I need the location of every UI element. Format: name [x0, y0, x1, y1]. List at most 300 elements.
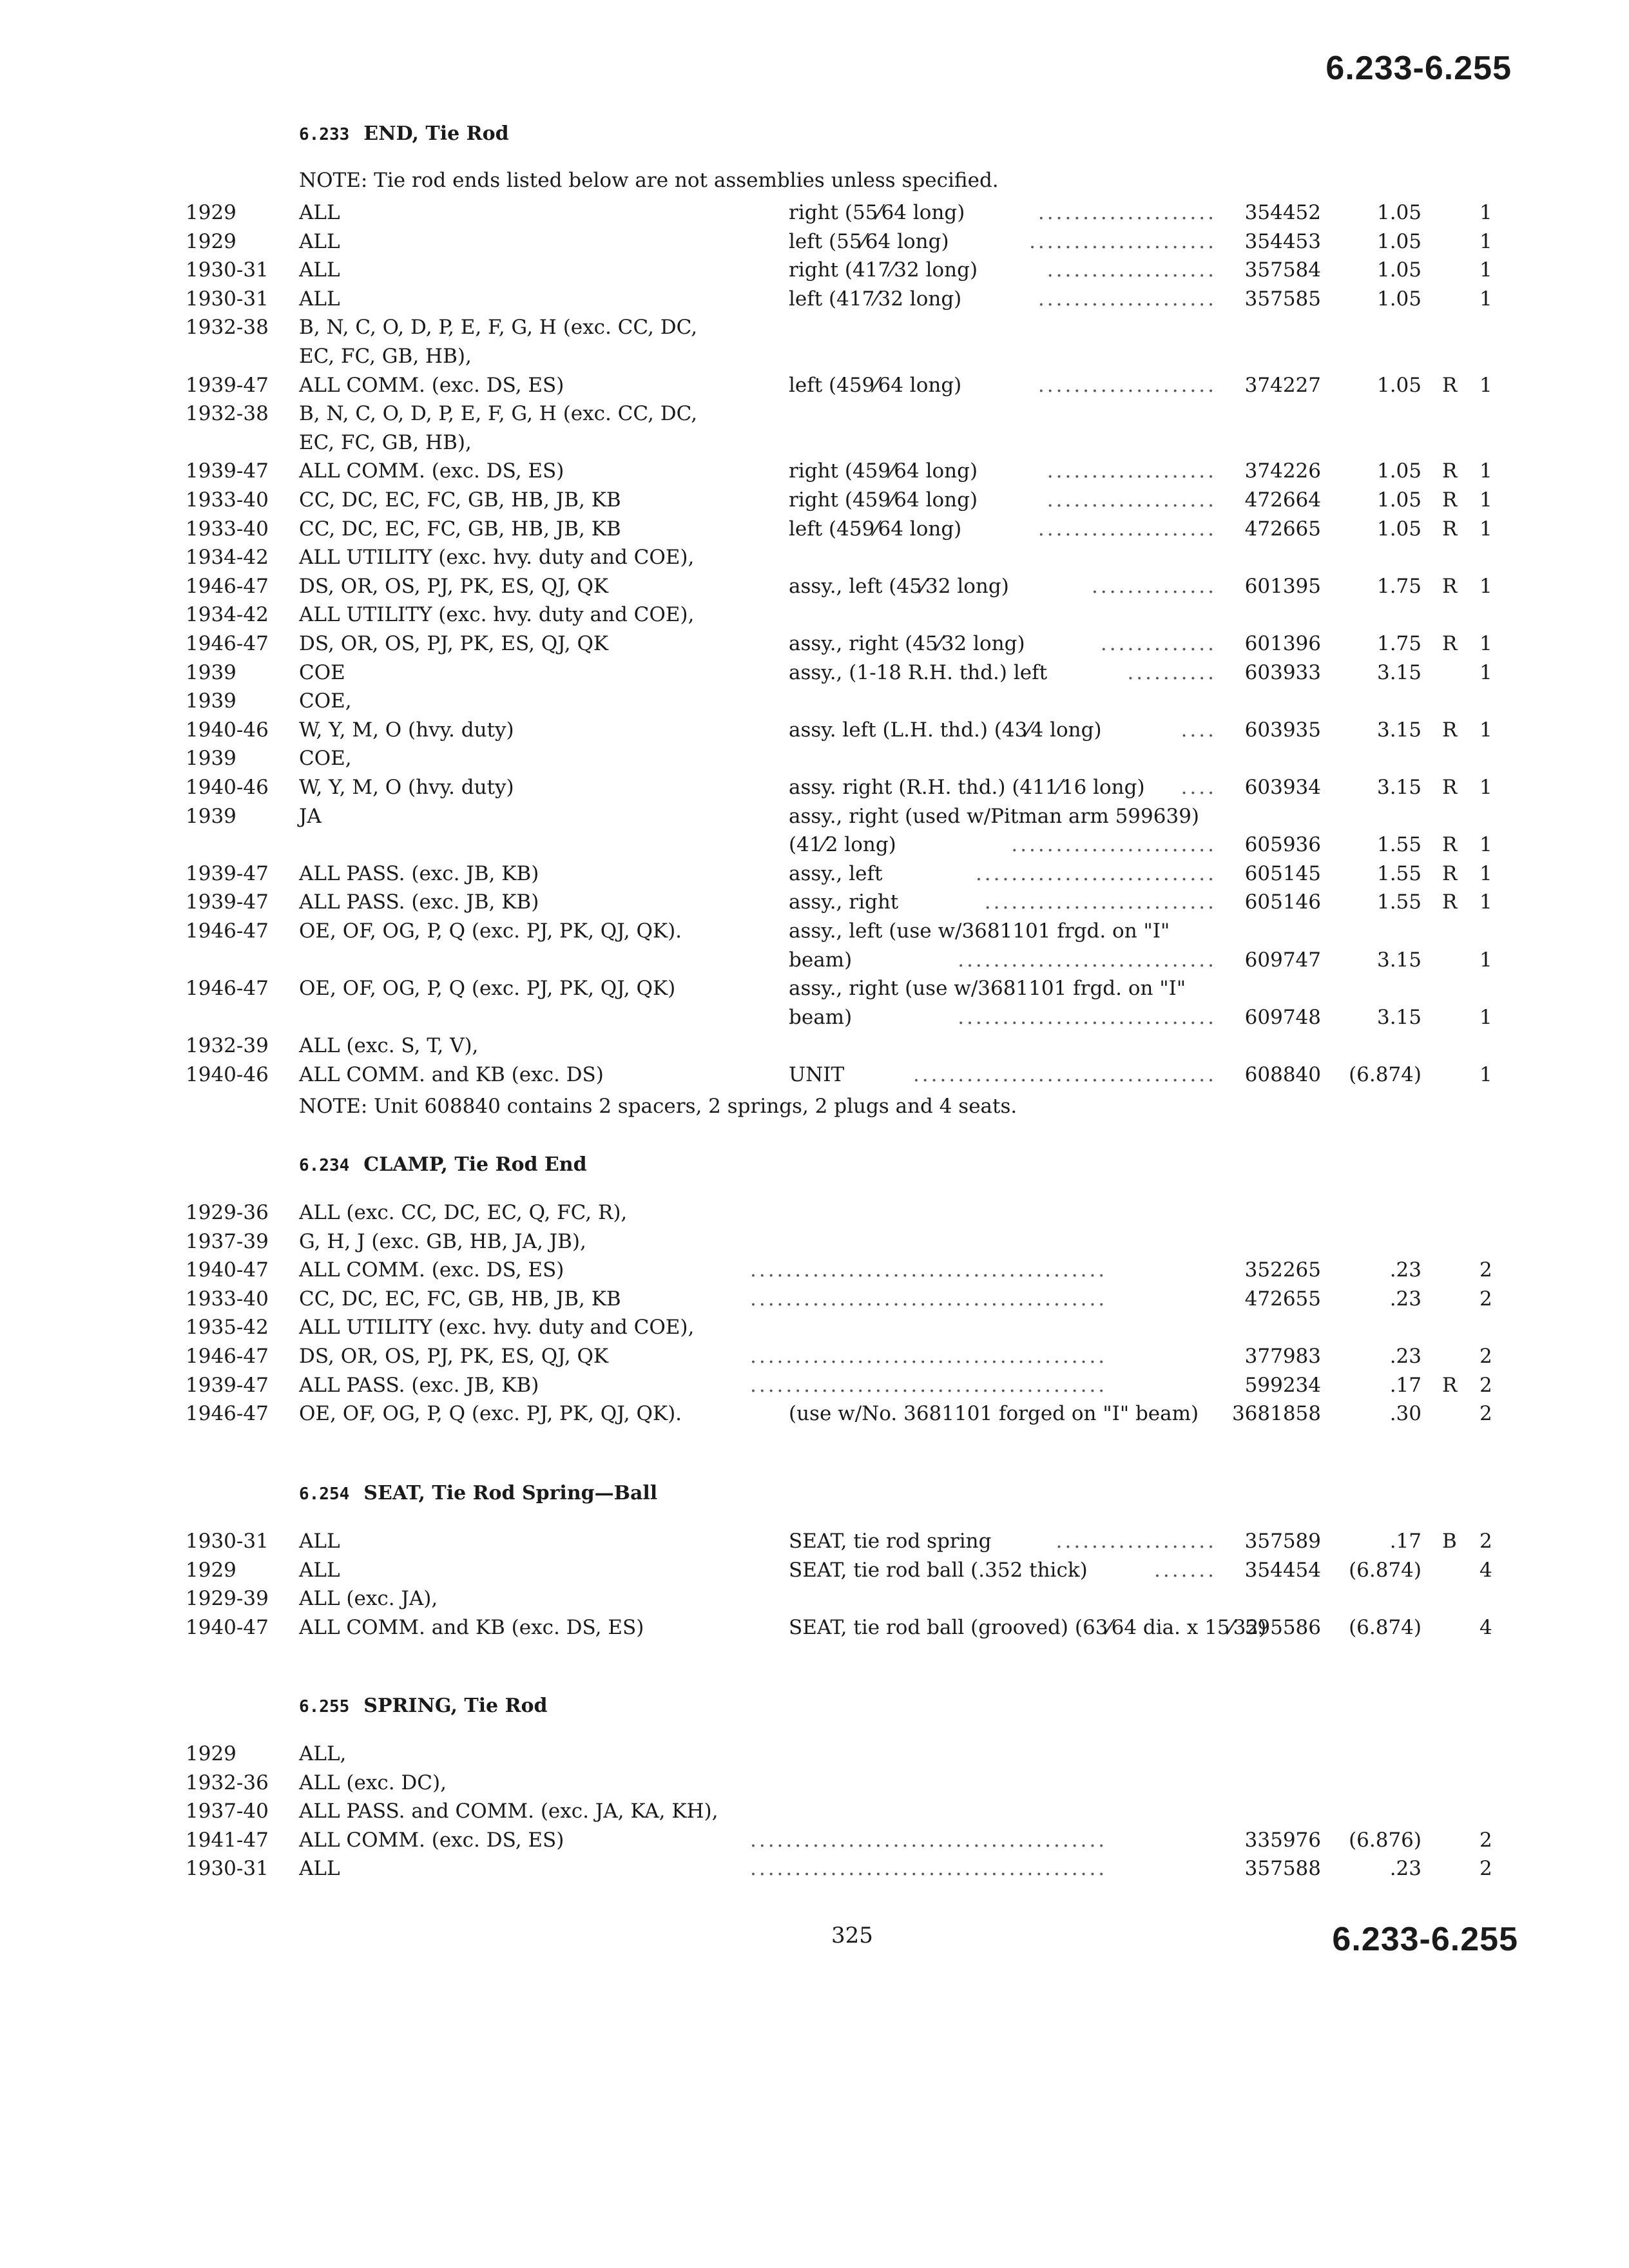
quantity-cell: 1	[1480, 1063, 1492, 1086]
part-number-cell: 472655	[1244, 1287, 1321, 1311]
section-title-text: END, Tie Rod	[363, 122, 509, 145]
model-cell: ALL COMM. (exc. DS, ES)	[299, 1258, 564, 1282]
year-cell: 1940-47	[186, 1258, 269, 1282]
year-cell: 1930-31	[186, 258, 269, 282]
leader-dots: ....................	[1037, 517, 1217, 541]
table-row	[0, 428, 1629, 457]
model-cell: OE, OF, OG, P, Q (exc. PJ, PK, QJ, QK).	[299, 919, 682, 943]
model-cell: ALL	[299, 258, 340, 282]
description-cell: left (459⁄64 long)	[789, 373, 962, 397]
section-title	[299, 122, 509, 145]
model-cell: W, Y, M, O (hvy. duty)	[299, 718, 514, 742]
leader-dots: .............................	[958, 948, 1217, 972]
model-cell: EC, FC, GB, HB),	[299, 430, 472, 454]
quantity-cell: 4	[1480, 1558, 1492, 1582]
table-row	[0, 227, 1629, 256]
price-cell: 1.55	[1376, 833, 1422, 857]
description-cell: assy., right	[789, 890, 899, 914]
description-cell: SEAT, tie rod ball (.352 thick)	[789, 1558, 1088, 1582]
year-cell: 1930-31	[186, 1530, 269, 1553]
part-number-cell: 472665	[1244, 517, 1321, 541]
description-cell: (41⁄2 long)	[789, 833, 896, 857]
quantity-cell: 1	[1480, 833, 1492, 857]
quantity-cell: 2	[1480, 1402, 1492, 1426]
model-cell: ALL UTILITY (exc. hvy. duty and COE),	[299, 1316, 695, 1340]
leader-dots: ........................................	[750, 1345, 1108, 1368]
quantity-cell: 1	[1480, 574, 1492, 598]
part-number-cell: 605936	[1244, 833, 1321, 857]
leader-dots: ........................................	[750, 1258, 1108, 1282]
price-cell: .23	[1389, 1287, 1422, 1311]
table-row	[0, 543, 1629, 572]
leader-dots: .............	[1100, 632, 1217, 655]
model-cell: OE, OF, OG, P, Q (exc. PJ, PK, QJ, QK)	[299, 977, 676, 1001]
part-number-cell: 3681858	[1231, 1402, 1321, 1426]
model-cell: DS, OR, OS, PJ, PK, ES, QJ, QK	[299, 1345, 609, 1368]
model-cell: ALL	[299, 229, 340, 253]
year-cell: 1946-47	[186, 632, 269, 655]
table-row	[0, 831, 1629, 859]
model-cell: ALL UTILITY (exc. hvy. duty and COE),	[299, 546, 695, 570]
table-row	[0, 888, 1629, 916]
table-row	[0, 1527, 1629, 1555]
year-cell: 1934-42	[186, 603, 269, 627]
leader-dots: ........................................	[750, 1287, 1108, 1311]
part-number-cell: 354453	[1244, 229, 1321, 253]
table-row	[0, 802, 1629, 831]
quantity-cell: 1	[1480, 660, 1492, 684]
description-cell: assy., left (45⁄32 long)	[789, 574, 1009, 598]
price-cell: 1.55	[1376, 861, 1422, 885]
description-cell: left (459⁄64 long)	[789, 517, 962, 541]
table-row	[0, 1256, 1629, 1284]
model-cell: ALL	[299, 1857, 340, 1881]
table-row	[0, 744, 1629, 773]
model-cell: ALL	[299, 201, 340, 224]
table-row	[0, 285, 1629, 313]
description-cell: assy., (1-18 R.H. thd.) left	[789, 660, 1048, 684]
code-cell: R	[1442, 459, 1458, 483]
model-cell: ALL UTILITY (exc. hvy. duty and COE),	[299, 603, 695, 627]
table-row	[0, 1198, 1629, 1227]
code-cell: R	[1442, 632, 1458, 655]
description-cell: left (417⁄32 long)	[789, 287, 962, 311]
section-title-text: CLAMP, Tie Rod End	[363, 1153, 587, 1176]
table-row	[0, 917, 1629, 945]
description-cell: assy. left (L.H. thd.) (43⁄4 long)	[789, 718, 1102, 742]
leader-dots: ..................................	[912, 1063, 1217, 1086]
leader-dots: ..........	[1127, 660, 1217, 684]
model-cell: DS, OR, OS, PJ, PK, ES, QJ, QK	[299, 574, 609, 598]
year-cell: 1939	[186, 747, 236, 771]
code-cell: R	[1442, 1373, 1458, 1397]
leader-dots: ..................	[1055, 1530, 1217, 1553]
table-row	[0, 1556, 1629, 1584]
price-cell: 1.05	[1376, 488, 1422, 512]
code-cell: R	[1442, 776, 1458, 799]
section-title	[299, 1695, 548, 1717]
model-cell: ALL COMM. and KB (exc. DS, ES)	[299, 1615, 644, 1639]
year-cell: 1929	[186, 229, 236, 253]
code-cell: R	[1442, 517, 1458, 541]
model-cell: OE, OF, OG, P, Q (exc. PJ, PK, QJ, QK).	[299, 1402, 682, 1426]
table-row	[0, 1797, 1629, 1825]
code-cell: R	[1442, 574, 1458, 598]
leader-dots: ....................	[1037, 287, 1217, 311]
table-row	[0, 1285, 1629, 1313]
section-number: 6.255	[299, 1697, 350, 1716]
year-cell: 1940-47	[186, 1615, 269, 1639]
model-cell: ALL (exc. CC, DC, EC, Q, FC, R),	[299, 1201, 628, 1224]
description-cell: (use w/No. 3681101 forged on "I" beam)	[789, 1402, 1199, 1426]
price-cell: 1.55	[1376, 890, 1422, 914]
quantity-cell: 1	[1480, 258, 1492, 282]
model-cell: B, N, C, O, D, P, E, F, G, H (exc. CC, DC,	[299, 402, 698, 426]
quantity-cell: 4	[1480, 1615, 1492, 1639]
part-number-cell: 595586	[1244, 1615, 1321, 1639]
year-cell: 1939-47	[186, 861, 269, 885]
year-cell: 1939-47	[186, 1373, 269, 1397]
leader-dots: ....................	[1037, 373, 1217, 397]
quantity-cell: 1	[1480, 287, 1492, 311]
section-note-bottom: NOTE: Unit 608840 contains 2 spacers, 2 springs, 2 plugs and 4 seats.	[299, 1094, 1017, 1118]
price-cell: 1.05	[1376, 258, 1422, 282]
quantity-cell: 1	[1480, 776, 1492, 799]
year-cell: 1933-40	[186, 488, 269, 512]
year-cell: 1932-38	[186, 402, 269, 426]
quantity-cell: 1	[1480, 718, 1492, 742]
quantity-cell: 1	[1480, 229, 1492, 253]
description-cell: SEAT, tie rod spring	[789, 1530, 992, 1553]
price-cell: (6.876)	[1349, 1828, 1422, 1852]
quantity-cell: 1	[1480, 517, 1492, 541]
part-number-cell: 605145	[1244, 861, 1321, 885]
table-row	[0, 974, 1629, 1003]
part-number-cell: 603935	[1244, 718, 1321, 742]
part-number-cell: 357588	[1244, 1857, 1321, 1881]
section-title-text: SPRING, Tie Rod	[363, 1695, 548, 1717]
table-row	[0, 457, 1629, 485]
leader-dots: ........................................	[750, 1828, 1108, 1852]
year-cell: 1939-47	[186, 373, 269, 397]
part-number-cell: 352265	[1244, 1258, 1321, 1282]
page-footer-range: 6.233-6.255	[1332, 1921, 1518, 1958]
table-row	[0, 1342, 1629, 1370]
model-cell: ALL PASS. and COMM. (exc. JA, KA, KH),	[299, 1800, 718, 1823]
table-row	[0, 716, 1629, 744]
quantity-cell: 1	[1480, 1005, 1492, 1029]
year-cell: 1930-31	[186, 287, 269, 311]
price-cell: 1.05	[1376, 517, 1422, 541]
section-title-text: SEAT, Tie Rod Spring—Ball	[363, 1482, 658, 1504]
description-cell: left (55⁄64 long)	[789, 229, 949, 253]
table-row	[0, 687, 1629, 715]
table-row	[0, 313, 1629, 341]
year-cell: 1939-47	[186, 459, 269, 483]
table-row	[0, 1584, 1629, 1613]
code-cell: R	[1442, 890, 1458, 914]
description-cell: SEAT, tie rod ball (grooved) (63⁄64 dia. x 15⁄32)	[789, 1615, 1267, 1639]
model-cell: DS, OR, OS, PJ, PK, ES, QJ, QK	[299, 632, 609, 655]
code-cell: B	[1442, 1530, 1457, 1553]
model-cell: ALL COMM. (exc. DS, ES)	[299, 459, 564, 483]
model-cell: ALL	[299, 1558, 340, 1582]
quantity-cell: 1	[1480, 861, 1492, 885]
part-number-cell: 357584	[1244, 258, 1321, 282]
price-cell: 1.05	[1376, 229, 1422, 253]
year-cell: 1941-47	[186, 1828, 269, 1852]
page-number: 325	[831, 1923, 873, 1948]
model-cell: W, Y, M, O (hvy. duty)	[299, 776, 514, 799]
year-cell: 1937-39	[186, 1229, 269, 1253]
quantity-cell: 1	[1480, 459, 1492, 483]
year-cell: 1929	[186, 1558, 236, 1582]
year-cell: 1939	[186, 689, 236, 713]
code-cell: R	[1442, 833, 1458, 857]
part-number-cell: 608840	[1244, 1063, 1321, 1086]
year-cell: 1937-40	[186, 1800, 269, 1823]
year-cell: 1946-47	[186, 574, 269, 598]
quantity-cell: 2	[1480, 1345, 1492, 1368]
year-cell: 1946-47	[186, 1402, 269, 1426]
quantity-cell: 1	[1480, 890, 1492, 914]
quantity-cell: 2	[1480, 1373, 1492, 1397]
table-row	[0, 486, 1629, 514]
model-cell: ALL	[299, 287, 340, 311]
price-cell: .23	[1389, 1345, 1422, 1368]
section-number: 6.234	[299, 1156, 350, 1175]
table-row	[0, 629, 1629, 658]
model-cell: EC, FC, GB, HB),	[299, 345, 472, 368]
year-cell: 1946-47	[186, 977, 269, 1001]
quantity-cell: 1	[1480, 201, 1492, 224]
table-row	[0, 1399, 1629, 1428]
table-row	[0, 572, 1629, 601]
part-number-cell: 335976	[1244, 1828, 1321, 1852]
table-row	[0, 1061, 1629, 1089]
price-cell: 3.15	[1376, 718, 1422, 742]
model-cell: CC, DC, EC, FC, GB, HB, JB, KB	[299, 488, 621, 512]
part-number-cell: 601396	[1244, 632, 1321, 655]
table-row	[0, 371, 1629, 399]
year-cell: 1929	[186, 1742, 236, 1765]
quantity-cell: 1	[1480, 948, 1492, 972]
price-cell: 1.05	[1376, 459, 1422, 483]
description-cell: beam)	[789, 948, 853, 972]
description-cell: assy., left (use w/3681101 frgd. on "I"	[789, 919, 1170, 943]
leader-dots: ...................	[1046, 459, 1217, 483]
part-number-cell: 357585	[1244, 287, 1321, 311]
table-row	[0, 1003, 1629, 1032]
table-row	[0, 1313, 1629, 1341]
description-cell: assy. right (R.H. thd.) (411⁄16 long)	[789, 776, 1145, 799]
table-row	[0, 1613, 1629, 1642]
price-cell: (6.874)	[1349, 1558, 1422, 1582]
leader-dots: .......	[1154, 1558, 1217, 1582]
description-cell: right (55⁄64 long)	[789, 201, 965, 224]
section-note: NOTE: Tie rod ends listed below are not assemblies unless specified.	[299, 169, 999, 192]
part-number-cell: 603934	[1244, 776, 1321, 799]
price-cell: .17	[1389, 1530, 1422, 1553]
part-number-cell: 609748	[1244, 1005, 1321, 1029]
year-cell: 1940-46	[186, 718, 269, 742]
leader-dots: .......................	[1011, 833, 1217, 857]
part-number-cell: 609747	[1244, 948, 1321, 972]
quantity-cell: 2	[1480, 1857, 1492, 1881]
price-cell: (6.874)	[1349, 1615, 1422, 1639]
model-cell: ALL (exc. JA),	[299, 1587, 438, 1611]
year-cell: 1929	[186, 201, 236, 224]
price-cell: .30	[1389, 1402, 1422, 1426]
part-number-cell: 357589	[1244, 1530, 1321, 1553]
description-cell: assy., right (45⁄32 long)	[789, 632, 1025, 655]
price-cell: 1.05	[1376, 373, 1422, 397]
price-cell: 1.75	[1376, 632, 1422, 655]
model-cell: JA	[299, 804, 322, 828]
table-row	[0, 1769, 1629, 1797]
leader-dots: ....	[1181, 718, 1217, 742]
price-cell: 3.15	[1376, 776, 1422, 799]
model-cell: ALL,	[299, 1742, 347, 1765]
table-row	[0, 658, 1629, 687]
table-row	[0, 342, 1629, 370]
model-cell: ALL COMM. and KB (exc. DS)	[299, 1063, 604, 1086]
table-row	[0, 1854, 1629, 1883]
code-cell: R	[1442, 488, 1458, 512]
code-cell: R	[1442, 718, 1458, 742]
model-cell: ALL PASS. (exc. JB, KB)	[299, 1373, 539, 1397]
part-number-cell: 472664	[1244, 488, 1321, 512]
part-number-cell: 377983	[1244, 1345, 1321, 1368]
code-cell: R	[1442, 861, 1458, 885]
model-cell: ALL PASS. (exc. JB, KB)	[299, 861, 539, 885]
year-cell: 1930-31	[186, 1857, 269, 1881]
part-number-cell: 601395	[1244, 574, 1321, 598]
year-cell: 1932-39	[186, 1034, 269, 1058]
price-cell: 1.75	[1376, 574, 1422, 598]
model-cell: COE,	[299, 689, 352, 713]
section-title	[299, 1153, 587, 1176]
leader-dots: ..........................	[984, 890, 1217, 914]
section-title	[299, 1482, 657, 1504]
year-cell: 1946-47	[186, 1345, 269, 1368]
price-cell: 3.15	[1376, 660, 1422, 684]
leader-dots: ...........................	[975, 861, 1217, 885]
model-cell: B, N, C, O, D, P, E, F, G, H (exc. CC, DC,	[299, 316, 698, 340]
year-cell: 1939-47	[186, 890, 269, 914]
model-cell: ALL	[299, 1530, 340, 1553]
price-cell: 1.05	[1376, 201, 1422, 224]
section-number: 6.233	[299, 125, 350, 144]
part-number-cell: 605146	[1244, 890, 1321, 914]
part-number-cell: 374226	[1244, 459, 1321, 483]
table-row	[0, 515, 1629, 543]
year-cell: 1946-47	[186, 919, 269, 943]
leader-dots: ........................................	[750, 1373, 1108, 1397]
model-cell: ALL COMM. (exc. DS, ES)	[299, 1828, 564, 1852]
table-row	[0, 1227, 1629, 1256]
description-cell: assy., right (used w/Pitman arm 599639)	[789, 804, 1200, 828]
part-number-cell: 599234	[1244, 1373, 1321, 1397]
year-cell: 1939	[186, 804, 236, 828]
table-row	[0, 256, 1629, 284]
page-header-range: 6.233-6.255	[1325, 50, 1512, 87]
quantity-cell: 2	[1480, 1828, 1492, 1852]
price-cell: 3.15	[1376, 948, 1422, 972]
model-cell: ALL COMM. (exc. DS, ES)	[299, 373, 564, 397]
price-cell: .17	[1389, 1373, 1422, 1397]
table-row	[0, 1740, 1629, 1768]
code-cell: R	[1442, 373, 1458, 397]
description-cell: right (459⁄64 long)	[789, 488, 978, 512]
price-cell: 3.15	[1376, 1005, 1422, 1029]
year-cell: 1929-36	[186, 1201, 269, 1224]
quantity-cell: 1	[1480, 632, 1492, 655]
leader-dots: ...................	[1046, 488, 1217, 512]
year-cell: 1933-40	[186, 517, 269, 541]
table-row	[0, 860, 1629, 888]
price-cell: .23	[1389, 1258, 1422, 1282]
leader-dots: ..............	[1092, 574, 1217, 598]
year-cell: 1932-38	[186, 316, 269, 340]
description-cell: beam)	[789, 1005, 853, 1029]
table-row	[0, 1032, 1629, 1060]
model-cell: COE	[299, 660, 345, 684]
leader-dots: .....................	[1029, 229, 1217, 253]
leader-dots: ....................	[1037, 201, 1217, 224]
year-cell: 1932-36	[186, 1771, 269, 1794]
quantity-cell: 2	[1480, 1287, 1492, 1311]
model-cell: CC, DC, EC, FC, GB, HB, JB, KB	[299, 517, 621, 541]
quantity-cell: 2	[1480, 1530, 1492, 1553]
price-cell: .23	[1389, 1857, 1422, 1881]
year-cell: 1929-39	[186, 1587, 269, 1611]
model-cell: ALL PASS. (exc. JB, KB)	[299, 890, 539, 914]
year-cell: 1940-46	[186, 1063, 269, 1086]
description-cell: assy., right (use w/3681101 frgd. on "I"	[789, 977, 1186, 1001]
description-cell: assy., left	[789, 861, 883, 885]
table-row	[0, 601, 1629, 629]
year-cell: 1940-46	[186, 776, 269, 799]
part-number-cell: 374227	[1244, 373, 1321, 397]
table-row	[0, 773, 1629, 802]
description-cell: right (417⁄32 long)	[789, 258, 978, 282]
leader-dots: .............................	[958, 1005, 1217, 1029]
price-cell: 1.05	[1376, 287, 1422, 311]
quantity-cell: 2	[1480, 1258, 1492, 1282]
model-cell: ALL (exc. DC),	[299, 1771, 447, 1794]
price-cell: (6.874)	[1349, 1063, 1422, 1086]
table-row	[0, 1826, 1629, 1854]
part-number-cell: 354454	[1244, 1558, 1321, 1582]
year-cell: 1939	[186, 660, 236, 684]
quantity-cell: 1	[1480, 488, 1492, 512]
year-cell: 1933-40	[186, 1287, 269, 1311]
table-row	[0, 198, 1629, 227]
section-number: 6.254	[299, 1485, 350, 1504]
description-cell: UNIT	[789, 1063, 845, 1086]
quantity-cell: 1	[1480, 373, 1492, 397]
year-cell: 1934-42	[186, 546, 269, 570]
year-cell: 1935-42	[186, 1316, 269, 1340]
table-row	[0, 946, 1629, 974]
model-cell: CC, DC, EC, FC, GB, HB, JB, KB	[299, 1287, 621, 1311]
leader-dots: ...................	[1046, 258, 1217, 282]
leader-dots: ........................................	[750, 1857, 1108, 1881]
table-row	[0, 1371, 1629, 1399]
leader-dots: ....	[1181, 776, 1217, 799]
part-number-cell: 354452	[1244, 201, 1321, 224]
